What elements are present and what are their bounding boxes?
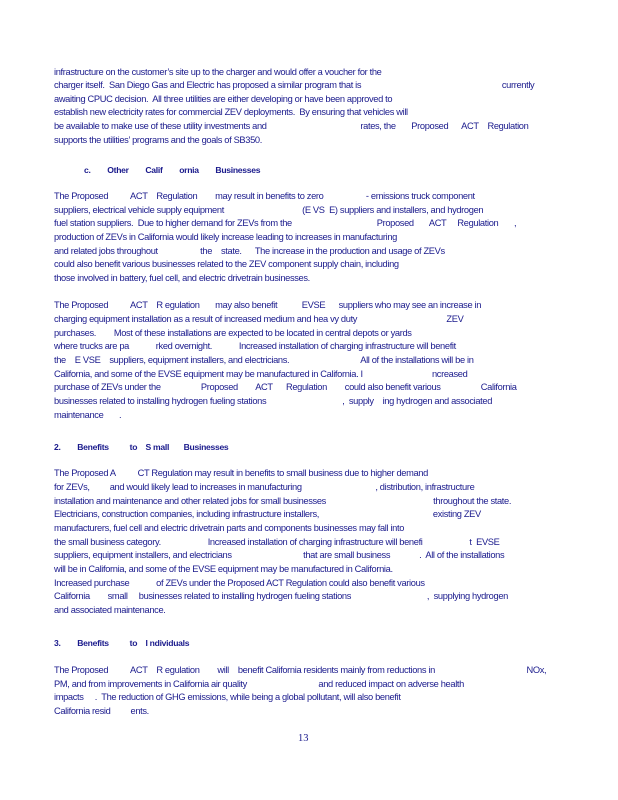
text-line: businesses related to installing hydrogen fueling stations , supply ing hydrogen and associated <box>54 396 493 406</box>
text-line: the small business category. Increased installation of charging infrastructure will benefi t EVSE <box>54 537 500 547</box>
section-heading: 3. Benefits to I ndividuals <box>54 638 190 648</box>
text-line: Increased purchase of ZEVs under the Proposed ACT Regulation could also benefit various <box>54 578 425 588</box>
text-line: and related jobs throughout the state. The increase in the production and usage of ZEVs <box>54 246 445 256</box>
text-line: establish new electricity rates for commercial ZEV deployments. By ensuring that vehicles will <box>54 107 408 117</box>
section-heading: 2. Benefits to S mall Businesses <box>54 442 229 452</box>
text-line: maintenance . <box>54 410 122 420</box>
text-line: charging equipment installation as a result of increased medium and hea vy duty ZEV <box>54 314 464 324</box>
text-line: suppliers, equipment installers, and electricians that are small business . All of the installations <box>54 550 505 560</box>
page-number: 13 <box>298 733 309 744</box>
text-line: awaiting CPUC decision. All three utilities are either developing or have been approved to <box>54 94 393 104</box>
text-line: manufacturers, fuel cell and electric drivetrain parts and components businesses may fall into <box>54 523 405 533</box>
text-line: The Proposed ACT R egulation may also benefit EVSE suppliers who may see an increase in <box>54 300 482 310</box>
text-line: California resid ents. <box>54 706 149 716</box>
text-line: infrastructure on the customer’s site up to the charger and would offer a voucher for the <box>54 67 382 77</box>
text-line: The Proposed ACT R egulation will benefit California residents mainly from reductions in NOx, <box>54 665 547 675</box>
text-line: The Proposed ACT Regulation may result in benefits to zero - emissions truck component <box>54 191 475 201</box>
text-line: suppliers, electrical vehicle supply equipment (E VS E) suppliers and installers, and hydrogen <box>54 205 484 215</box>
text-line: PM, and from improvements in California air quality and reduced impact on adverse health <box>54 679 464 689</box>
text-line: installation and maintenance and other related jobs for small businesses throughout the state. <box>54 496 512 506</box>
text-line: California small businesses related to installing hydrogen fueling stations , supplying hydrogen <box>54 591 508 601</box>
text-line: and associated maintenance. <box>54 605 166 615</box>
text-line: production of ZEVs in California would likely increase leading to increases in manufacturing <box>54 232 397 242</box>
text-line: be available to make use of these utility investments and rates, the Proposed ACT Regulation <box>54 121 529 131</box>
text-line: supports the utilities’ programs and the goals of SB350. <box>54 135 262 145</box>
text-line: the E VSE suppliers, equipment installers, and electricians. All of the installations will be in <box>54 355 474 365</box>
text-line: could also benefit various businesses related to the ZEV component supply chain, including <box>54 259 399 269</box>
section-heading: c. Other Calif ornia Businesses <box>84 165 261 175</box>
text-line: where trucks are pa rked overnight. Increased installation of charging infrastructure will benefit <box>54 341 456 351</box>
text-line: impacts . The reduction of GHG emissions, while being a global pollutant, will also benefit <box>54 692 401 702</box>
text-line: purchases. Most of these installations are expected to be located in central depots or yards <box>54 328 412 338</box>
text-line: purchase of ZEVs under the Proposed ACT Regulation could also benefit various California <box>54 382 517 392</box>
text-line: will be in California, and some of the EVSE equipment may be manufactured in California. <box>54 564 393 574</box>
text-line: those involved in battery, fuel cell, and electric drivetrain businesses. <box>54 273 310 283</box>
text-line: California, and some of the EVSE equipment may be manufactured in California. I ncreased <box>54 369 468 379</box>
text-line: The Proposed A CT Regulation may result in benefits to small business due to higher demand <box>54 468 428 478</box>
text-line: fuel station suppliers. Due to higher demand for ZEVs from the Proposed ACT Regulation , <box>54 218 517 228</box>
text-line: Electricians, construction companies, including infrastructure installers, existing ZEV <box>54 509 481 519</box>
text-line: for ZEVs, and would likely lead to increases in manufacturing , distribution, infrastructure <box>54 482 475 492</box>
text-line: charger itself. San Diego Gas and Electric has proposed a similar program that is currently <box>54 80 535 90</box>
